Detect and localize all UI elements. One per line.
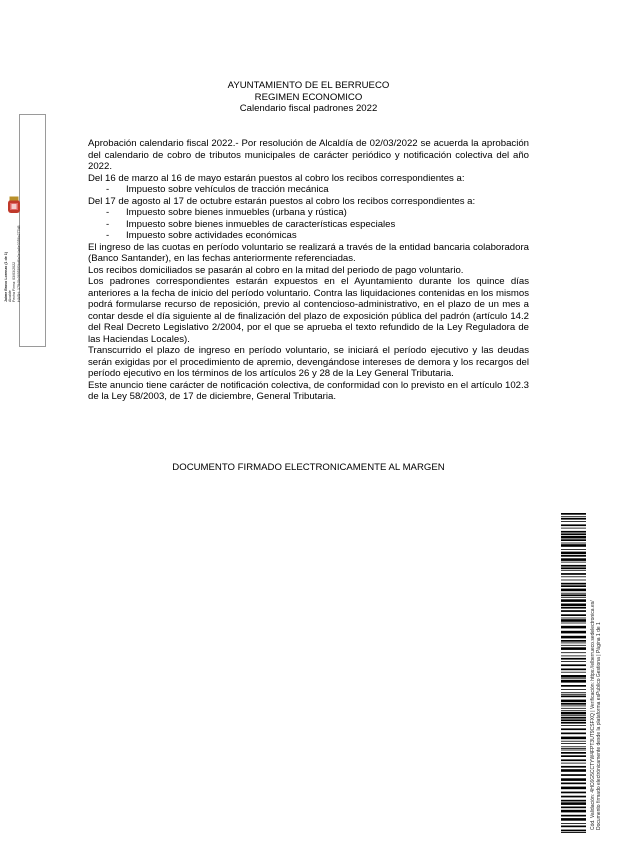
verification-text (590, 600, 602, 830)
barcode-bar (561, 623, 586, 624)
barcode-bar (561, 796, 586, 798)
barcode-bar (561, 585, 586, 587)
barcode-bar (561, 792, 586, 794)
paragraph-enforcement: Transcurrido el plazo de ingreso en período voluntario, se iniciará el período ejecutivo y las deudas serán exigidas por el procedimiento de apremio, devengándose intereses de demora y los recargos del período ejecutivo en los términos de los artículos 26 y 28 de la Ley General Tributaria. (88, 345, 529, 379)
barcode-bar (561, 710, 586, 711)
paragraph-direct-debit: Los recibos domiciliados se pasarán al cobro en la mitad del periodo de pago voluntario. (88, 264, 464, 276)
verification-barcode (561, 513, 586, 833)
barcode-bar (561, 810, 586, 813)
verification-platform: Documento firmado electrónicamente desde la plataforma esPublico Gestiona | Página 1 de 1 (596, 622, 602, 830)
barcode-bar (561, 570, 586, 571)
document-header (0, 80, 617, 115)
paragraph-period-2: Del 17 de agosto al 17 de octubre estarán puestos al cobro los recibos correspondientes a: (88, 195, 476, 207)
barcode-bar (561, 521, 586, 522)
barcode-bar (561, 725, 586, 726)
barcode-bar (561, 703, 586, 705)
barcode-bar (561, 599, 586, 602)
barcode-bar (561, 706, 586, 707)
barcode-bar (561, 607, 586, 609)
tax-list-period-1 (88, 184, 529, 196)
barcode-bar (561, 652, 586, 653)
barcode-bar (561, 722, 586, 724)
barcode-bar (561, 589, 586, 592)
barcode-bar (561, 719, 586, 721)
barcode-bar (561, 555, 586, 557)
barcode-bar (561, 567, 586, 569)
signer-name: Jaime Bravo Lorenzo (1 de 1) (4, 252, 8, 302)
barcode-bar (561, 752, 586, 754)
barcode-bar (561, 694, 586, 695)
barcode-bar (561, 678, 586, 679)
barcode-bar (561, 664, 586, 666)
barcode-bar (561, 544, 586, 547)
tax-list-period-2 (88, 207, 529, 242)
barcode-bar (561, 528, 586, 529)
barcode-bar (561, 778, 586, 781)
barcode-bar (561, 787, 586, 790)
barcode-bar (561, 715, 586, 716)
barcode-bar (561, 746, 586, 747)
barcode-bar (561, 573, 586, 575)
barcode-bar (561, 594, 586, 596)
list-item: - Impuesto sobre vehículos de tracción mecánica (88, 184, 529, 196)
barcode-bar (561, 658, 586, 660)
barcode-bar (561, 536, 586, 539)
list-item: - Impuesto sobre actividades económicas (88, 230, 529, 242)
barcode-bar (561, 743, 586, 744)
barcode-bar (561, 631, 586, 634)
barcode-bar (561, 766, 586, 768)
barcode-bar (561, 832, 586, 833)
barcode-bar (561, 769, 586, 772)
barcode-bar (561, 516, 586, 517)
barcode-bar (561, 562, 586, 563)
barcode-bar (561, 807, 586, 809)
barcode-bar (561, 636, 586, 639)
signature-margin-text (4, 225, 21, 302)
barcode-bar (561, 669, 586, 671)
paragraph-notification: Este anuncio tiene carácter de notificación colectiva, de conformidad con lo previsto en el artículo 102.3 de la Ley 58/2003, de 17 de diciembre, General Tributaria. (88, 379, 529, 402)
barcode-bar (561, 619, 586, 622)
paragraph-approval: Aprobación calendario fiscal 2022.- Por resolución de Alcaldía de 02/03/2022 se acuerda la aprobación del calendario de cobro de tributos municipales de carácter periódico y notificación colectiva del año 2022. (88, 138, 529, 172)
barcode-bar (561, 513, 586, 515)
barcode-bar (561, 826, 586, 828)
barcode-bar (561, 712, 586, 715)
barcode-bar (561, 539, 586, 541)
barcode-bar (561, 830, 586, 832)
barcode-bar (561, 680, 586, 683)
barcode-bar (561, 672, 586, 673)
barcode-bar (561, 583, 586, 585)
barcode-bar (561, 645, 586, 646)
barcode-bar (561, 759, 586, 761)
barcode-bar (561, 643, 586, 644)
paragraph-appeal: Los padrones correspondientes estarán expuestos en el Ayuntamiento durante los quince días anteriores a la fecha de inicio del período voluntario. Contra las liquidaciones contenidas en los mismos podrá formularse recurso de reposición, previo al contencioso-administrativo, en el plazo de un mes a contar desde el día siguiente al de finalización del plazo de exposición pública del padrón (artículo 14.2 del Real Decreto Legislativo 2/2004, por el que se aprueba el texto refundido de la Ley Reguladora de las Haciendas Locales). (88, 276, 529, 345)
barcode-bar (561, 815, 586, 817)
barcode-bar (561, 741, 586, 742)
list-item: - Impuesto sobre bienes inmuebles (urbana y rústica) (88, 207, 529, 219)
barcode-bar (561, 748, 586, 749)
barcode-bar (561, 675, 586, 678)
barcode-bar (561, 552, 586, 555)
barcode-bar (561, 576, 586, 577)
barcode-bar (561, 610, 586, 612)
department-title: REGIMEN ECONOMICO (254, 91, 363, 103)
barcode-bar (561, 661, 586, 662)
barcode-bar (561, 604, 586, 607)
barcode-bar (561, 618, 586, 619)
barcode-bar (561, 518, 586, 520)
barcode-bar (561, 763, 586, 764)
barcode-bar (561, 685, 586, 687)
barcode-bar (561, 580, 586, 581)
barcode-bar (561, 783, 586, 785)
barcode-bar (561, 647, 586, 650)
barcode-bar (561, 750, 586, 751)
barcode-bar (561, 656, 586, 657)
barcode-bar (561, 614, 586, 616)
barcode-bar (561, 737, 586, 740)
barcode-bar (561, 531, 586, 533)
barcode-bar (561, 524, 586, 526)
barcode-bar (561, 774, 586, 776)
barcode-bar (561, 755, 586, 757)
barcode-bar (561, 558, 586, 561)
barcode-bar (561, 626, 586, 629)
barcode-bar (561, 565, 586, 567)
barcode-bar (561, 700, 586, 703)
barcode-bar (561, 728, 586, 730)
signature-hash: HASH: 17940c06958f0bd6a3e4a6e3356c277d8 (16, 225, 21, 302)
paragraph-period-1: Del 16 de marzo al 16 de mayo estarán puestos al cobro los recibos correspondientes a: (88, 172, 465, 184)
barcode-bar (561, 640, 586, 642)
barcode-bar (561, 800, 586, 802)
barcode-bar (561, 823, 586, 824)
barcode-bar (561, 708, 586, 709)
municipality-title: AYUNTAMIENTO DE EL BERRUECO (227, 80, 390, 91)
signer-role: Alcalde (8, 290, 13, 302)
barcode-bar (561, 717, 586, 719)
barcode-bar (561, 818, 586, 821)
barcode-bar (561, 802, 586, 805)
list-item: - Impuesto sobre bienes inmuebles de características especiales (88, 219, 529, 231)
barcode-bar (561, 689, 586, 690)
document-subject: Calendario fiscal padrones 2022 (239, 103, 378, 114)
verification-code: Cód. Validación: 4HC6G5CCTYW4FPT3UT9CSFXQ | Verificación: https://elberrueco.sedelectronica.es/ (590, 600, 596, 830)
barcode-bar (561, 733, 586, 735)
document-body (88, 138, 529, 403)
barcode-bar (561, 593, 586, 594)
paragraph-payment: El ingreso de las cuotas en período voluntario se realizará a través de la entidad bancaria colaboradora (Banco Santander), en las fechas anteriormente referenciadas. (88, 241, 529, 264)
municipal-seal-icon (7, 196, 21, 216)
barcode-bar (561, 597, 586, 598)
barcode-bar (561, 533, 586, 535)
barcode-bar (561, 692, 586, 693)
barcode-bar (561, 543, 586, 544)
electronic-signature-note: DOCUMENTO FIRMADO ELECTRONICAMENTE AL MARGEN (172, 462, 445, 473)
barcode-bar (561, 549, 586, 550)
barcode-bar (561, 696, 586, 698)
signature-date: Fecha Firma: 03/03/2022 (12, 261, 17, 302)
